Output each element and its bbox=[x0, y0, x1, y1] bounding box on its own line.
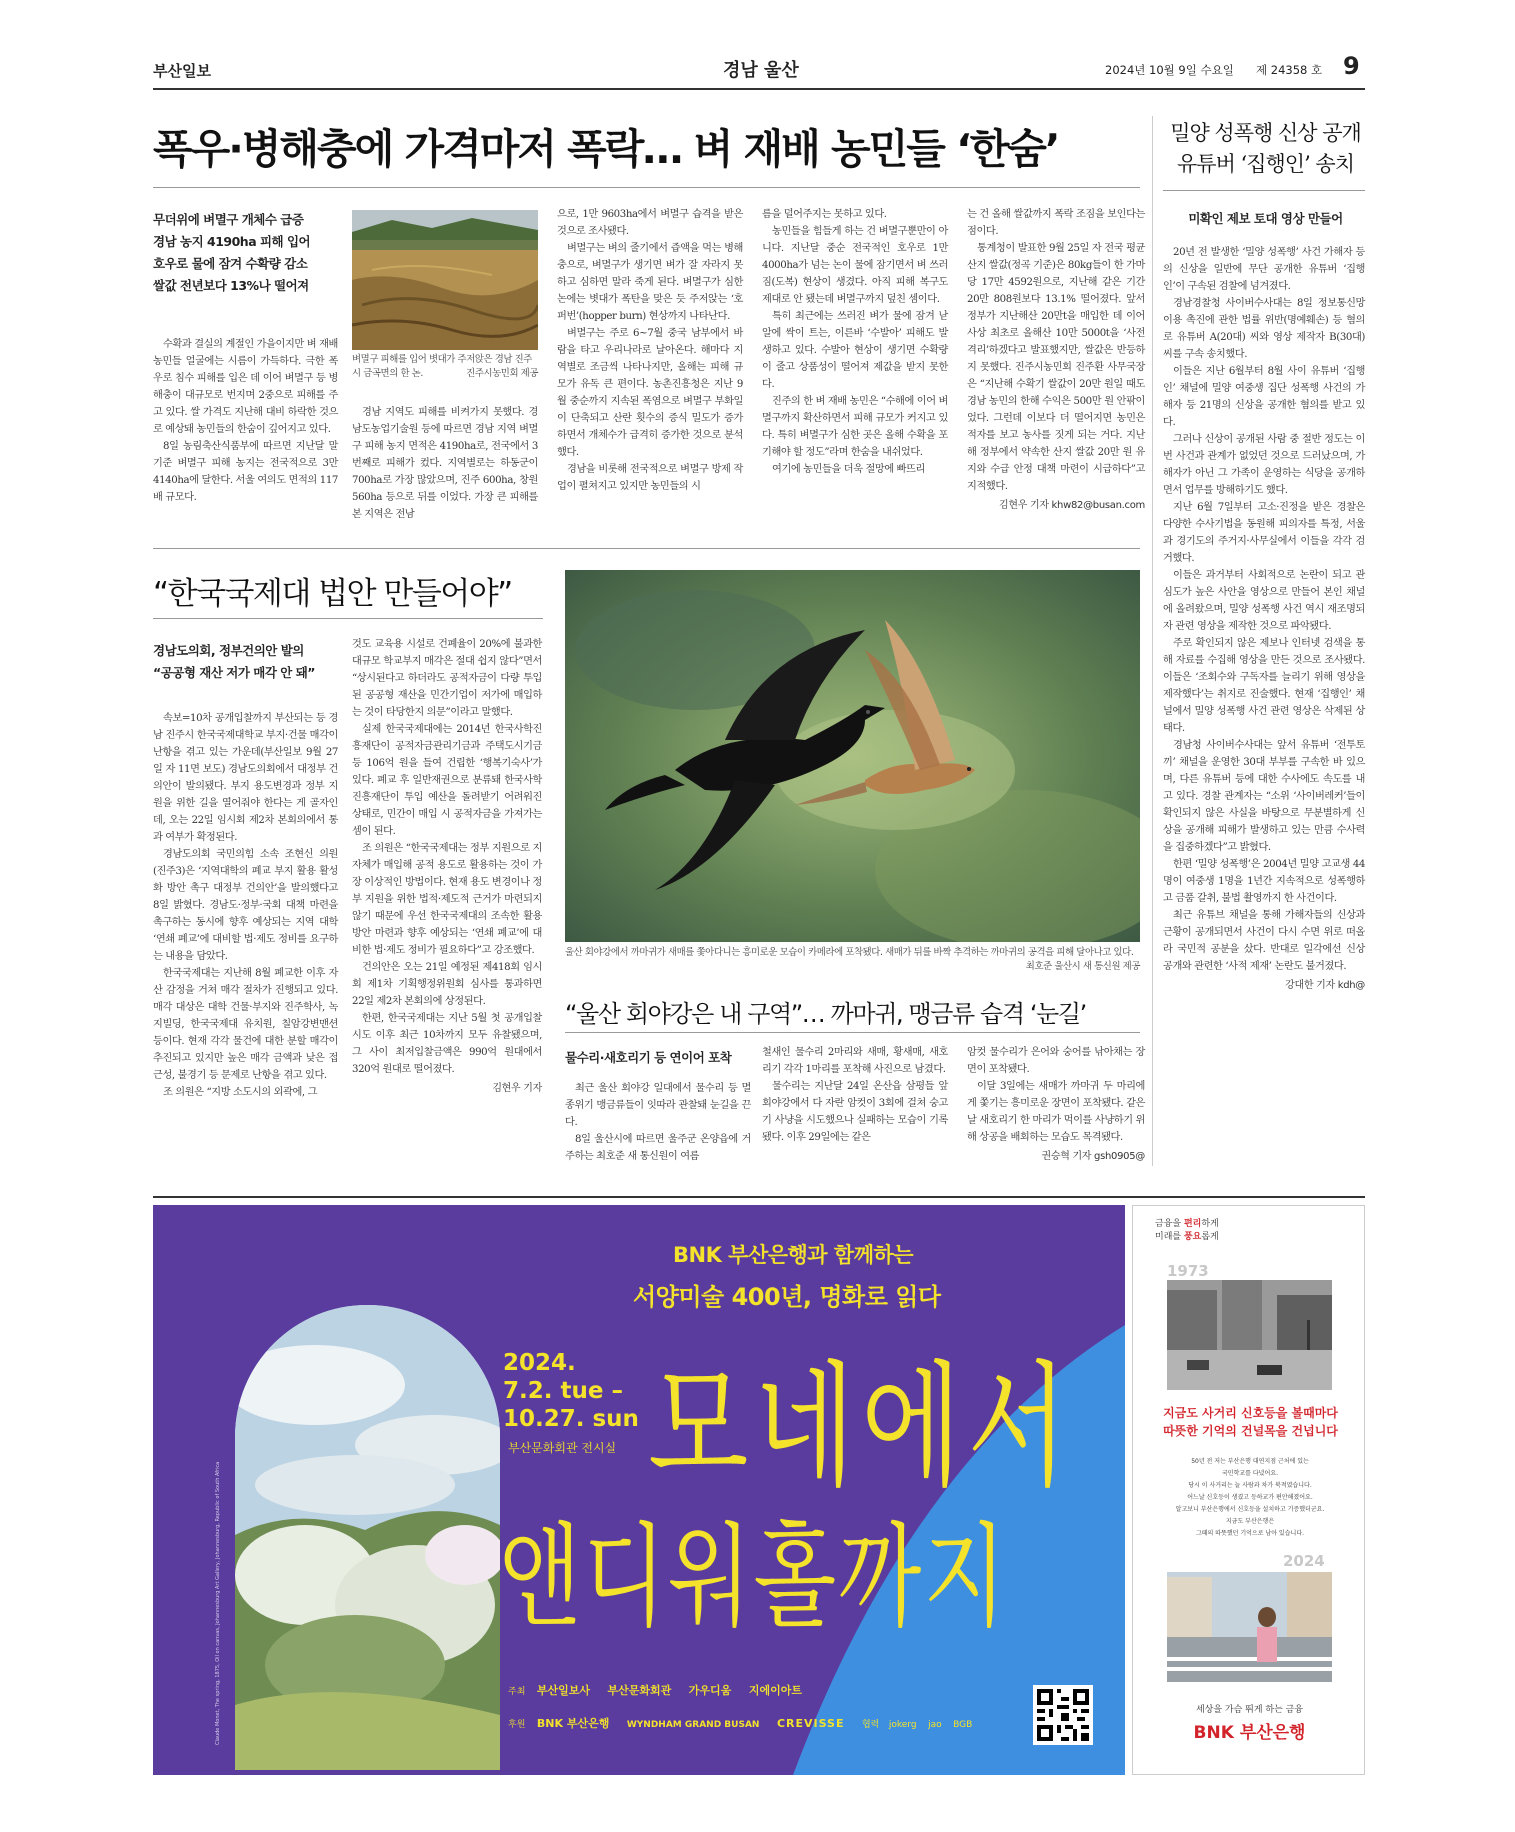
paragraph: 주로 확인되지 않은 제보나 인터넷 검색을 통해 자료를 수집해 영상을 만든 것으로 조사됐다. 이들은 ‘조회수와 구독자를 늘리기 위해 영상을 제작했다’는 취지로 진술했다. 현재 ‘집행인’ 채널에서 밀양 성폭행 사건 관련 영상은 삭제된 상태다. bbox=[1163, 638, 1365, 734]
subhead-line: 무더위에 벼멸구 개체수 급증 bbox=[153, 212, 304, 227]
ad-top-rule bbox=[153, 1196, 1365, 1198]
sponsor-label: 후원 bbox=[508, 1720, 526, 1730]
paragraph: 경남청 사이버수사대는 앞서 유튜버 ‘전투토끼’ 채널을 운영한 30대 부부를 구속한 바 있으며, 다른 유튜버 등에 대한 수사에도 속도를 내고 있다. 경찰 관계자는 “소위 ‘사이버레커’들이 확인되지 않은 사실을 바탕으로 무분별하게 신상을 공개해 피해가 발생하고 있는 만큼 수사력을 집중하겠다”고 밝혔다. bbox=[1163, 740, 1365, 853]
ad-venue: 부산문화회관 전시실 bbox=[508, 1441, 617, 1455]
sponsor-org: BNK 부산은행 bbox=[536, 1717, 610, 1730]
article3-col2 bbox=[762, 1044, 948, 1146]
exhibition-ad bbox=[153, 1205, 1125, 1775]
article1-col3 bbox=[557, 206, 743, 495]
issue-date: 2024년 10월 9일 수요일 bbox=[1105, 63, 1234, 77]
masthead bbox=[153, 52, 1365, 86]
bird-photo bbox=[565, 570, 1140, 942]
caption-text: 벼멸구 피해를 입어 볏대가 주저앉은 경남 진주시 금곡면의 한 논. bbox=[352, 354, 532, 379]
article2-byline: 김현우 기자 bbox=[492, 1083, 542, 1094]
host-label: 주최 bbox=[508, 1687, 526, 1697]
paragraph: 이들은 과거부터 사회적으로 논란이 되고 관심도가 높은 사안을 영상으로 만들어 본인 채널에 올려왔으며, 밀양 성폭행 사건 역시 재조명되자 관련 영상을 제작한 것으로 파악됐다. bbox=[1163, 570, 1365, 632]
ad-dates bbox=[503, 1349, 639, 1433]
paragraph: 이들은 지난 6월부터 8월 사이 유튜버 ‘집행인’ 채널에 밀양 여중생 집단 성폭행 사건의 가해자 등 21명의 신상을 공개한 혐의를 받고 있다. bbox=[1163, 366, 1365, 428]
slogan-line1: 금융을 편리하게 bbox=[1155, 1219, 1219, 1229]
rice-photo-caption bbox=[352, 353, 538, 381]
subhead-line: 경남 농지 4190ha 피해 입어 bbox=[153, 234, 311, 249]
new-photo bbox=[1167, 1572, 1332, 1682]
bank-brand: BNK 부산은행 bbox=[1193, 1723, 1306, 1743]
subhead-line: 쌀값 전년보다 13%나 떨어져 bbox=[153, 278, 309, 293]
qr-code[interactable] bbox=[1033, 1685, 1093, 1745]
article3-byline: 권승혁 기자 gsh0905@ bbox=[1041, 1151, 1145, 1162]
paragraph: 경남 지역도 피해를 비켜가지 못했다. 경남도농업기술원 등에 따르면 경남 지역 벼멸구 피해 농지 면적은 4190ha로, 전국에서 3번째로 피해가 컸다. 지역별로는 하동군이 700ha로 가장 많았으며, 진주 600ha, 창원 560ha 등으로 뒤를 이었다. 가장 큰 피해를 본 지역은 전남 bbox=[352, 407, 538, 520]
ad-title-line1: BNK 부산은행과 함께하는 bbox=[673, 1243, 914, 1267]
paragraph: 벼멸구는 주로 6~7월 중국 남부에서 바람을 타고 우리나라로 날아온다. 해마다 지역별로 조금씩 나타나지만, 올해는 피해 규모가 유독 큰 편이다. 농촌진흥청은 지난 9월 중순까지 지속된 폭염으로 벼멸구 부화일이 단축되고 산란 횟수의 증식 밀도가 증가하면서 개체수가 급격히 증가한 것으로 분석했다. bbox=[557, 328, 743, 458]
painting-credit: Claude Monet, The spring, 1875, Oil on canvas, Johannesburg Art Gallery, Johannesburg, Republic of South Africa bbox=[215, 1461, 221, 1745]
paragraph: 벼멸구는 벼의 줄기에서 즙액을 먹는 병해충으로, 벼멸구가 생기면 벼가 잘 자라지 못하고 심하면 말라 죽게 된다. 벼멸구가 심한 논에는 볏대가 폭탄을 맞은 듯 주저앉는 ‘호퍼번’(hopper burn) 현상까지 나타난다. bbox=[557, 243, 743, 322]
article2-subheads bbox=[153, 640, 338, 684]
rice-field-image bbox=[352, 210, 538, 350]
year-old: 1973 bbox=[1167, 1262, 1209, 1280]
paragraph: 이달 3일에는 새매가 까마귀 두 마리에게 쫓기는 흥미로운 장면이 포착됐다. 같은 날 새호리기 한 마리가 먹이를 사냥하기 위해 상공을 배회하는 모습도 목격됐다. bbox=[967, 1081, 1145, 1143]
slogan-line2: 미래를 풍요롭게 bbox=[1155, 1232, 1219, 1242]
date-line: 2024. bbox=[503, 1350, 576, 1376]
page-number: 9 bbox=[1343, 52, 1360, 80]
painting-image bbox=[235, 1305, 500, 1770]
sidebar-headline: 밀양 성폭행 신상 공개 유튜버 ‘집행인’ 송치 bbox=[1170, 121, 1361, 176]
sponsor-org: WYNDHAM GRAND BUSAN bbox=[626, 1720, 760, 1730]
partner-label: 협력 bbox=[861, 1720, 880, 1730]
paragraph: 건의안은 오는 21일 예정된 제418회 임시회 제1차 기획행정위원회 심사를 통과하면 22일 제2차 본회의에 상정된다. bbox=[352, 962, 542, 1007]
issue-number: 제 24358 호 bbox=[1256, 63, 1323, 77]
article2-col1 bbox=[153, 710, 338, 1101]
bank-tagline: 세상을 가슴 뛰게 하는 금융 bbox=[1195, 1705, 1304, 1715]
sidebar-byline: 강대한 기자 kdh@ bbox=[1285, 980, 1365, 991]
old-street-image bbox=[1167, 1280, 1332, 1390]
bank-body-line: 국민학교를 다녔어요. bbox=[1222, 1470, 1278, 1477]
partner-org: jao bbox=[928, 1720, 942, 1730]
paragraph: 경남경찰청 사이버수사대는 8일 정보통신망 이용 촉진에 관한 법률 위반(명예훼손) 등 혐의로 유튜버 A(20대) 씨와 영상 제작자 B(30대) 씨를 구속 송치했다. bbox=[1163, 298, 1365, 360]
paragraph: 20년 전 발생한 ‘밀양 성폭행’ 사건 가해자 등의 신상을 일반에 무단 공개한 유튜버 ‘집행인’이 구속된 검찰에 넘겨졌다. bbox=[1163, 247, 1365, 292]
sidebar-headline-rule bbox=[1163, 190, 1365, 191]
partner-org: jokerg bbox=[888, 1720, 917, 1730]
article3-col1 bbox=[565, 1080, 751, 1165]
crow-and-sparrowhawk-image bbox=[565, 570, 1140, 942]
paragraph: 경남을 비롯해 전국적으로 벼멸구 방제 작업이 펼쳐지고 있지만 농민들의 시 bbox=[557, 464, 743, 492]
paragraph: 암컷 물수리가 은어와 숭어를 낚아채는 장면이 포착됐다. bbox=[967, 1047, 1145, 1075]
host-row bbox=[508, 1682, 802, 1698]
paragraph: 지난 6월 7일부터 고소·진정을 받은 경찰은 다양한 수사기법을 동원해 피의자를 특정, 서울과 경기도의 주거지·사무실에서 이들을 각각 검거했다. bbox=[1163, 502, 1365, 564]
paragraph: 8일 울산시에 따르면 울주군 온양읍에 거주하는 최호준 새 통신원이 여름 bbox=[565, 1134, 751, 1162]
partner-org: BGB bbox=[953, 1720, 973, 1730]
sponsor-org: CREVISSE bbox=[776, 1717, 845, 1730]
date-line: 7.2. tue – bbox=[503, 1378, 623, 1404]
bank-body-line: 지금도 부산은행은 bbox=[1225, 1518, 1275, 1525]
article2-headline-rule bbox=[153, 618, 543, 619]
new-street-image bbox=[1167, 1572, 1332, 1682]
host-org: 지에이아트 bbox=[748, 1684, 802, 1697]
sponsor-row bbox=[508, 1715, 972, 1731]
bank-body-line: 50년 전 저는 부산은행 대연지점 근처에 있는 bbox=[1191, 1458, 1309, 1465]
article1-subheads bbox=[153, 209, 323, 297]
host-org: 부산일보사 bbox=[536, 1684, 591, 1697]
bank-body bbox=[1155, 1456, 1345, 1540]
host-org: 부산문화회관 bbox=[607, 1684, 672, 1697]
paragraph: 한편, 한국국제대는 지난 5월 첫 공개입찰 시도 이후 최근 10차까지 모두 유찰됐으며, 그 사이 최저입찰금액은 990억 원대에서 320억 원대로 떨어졌다. bbox=[352, 1013, 542, 1075]
bank-ad bbox=[1132, 1205, 1365, 1775]
paragraph: 수확과 결실의 계절인 가을이지만 벼 재배 농민들 얼굴에는 시름이 가득하다. 극한 폭우로 침수 피해를 입은 데 이어 벼멸구 등 병해충이 대규모로 번지며 2중으로 피해를 주고 있다. 쌀 가격도 지난해 대비 하락한 것으로 예상돼 농민들의 한숨이 깊어지고 있다. bbox=[153, 339, 338, 435]
monet-painting bbox=[235, 1305, 500, 1770]
bank-body-line: 당시 이 사거리는 늘 사람과 차가 북적였습니다. bbox=[1188, 1482, 1312, 1489]
bank-slogan bbox=[1155, 1218, 1219, 1244]
paragraph: 실제 한국국제대에는 2014년 한국사학진흥재단이 공적자금관리기금과 주택도시기금 등 106억 원을 들여 건립한 ‘행복기숙사’가 있다. 폐교 후 일반재권으로 분류돼 한국사학진흥재단이 투입 예산을 돌려받기 어려워진 상태로, 민간이 매입 시 공적자금을 가져가는 셈이 된다. bbox=[352, 724, 542, 837]
subhead-line: 경남도의회, 정부건의안 발의 bbox=[153, 643, 304, 658]
caption-credit: 최호준 울산시 새 통신원 제공 bbox=[1025, 961, 1140, 972]
paragraph: 여기에 농민들을 더욱 절망에 빠뜨리 bbox=[772, 464, 925, 475]
caption-credit: 진주시농민회 제공 bbox=[466, 368, 538, 379]
caption-text: 울산 회야강에서 까마귀가 새매를 쫓아다니는 흥미로운 모습이 카메라에 포착됐다. 새매가 뒤를 바짝 추격하는 까마귀의 공격을 피해 달아나고 있다. bbox=[565, 947, 1134, 958]
paragraph: 그러나 신상이 공개된 사람 중 절반 정도는 이번 사건과 관계가 없었던 것으로 드러났으며, 가해자가 아닌 그 가족이 운영하는 식당을 공개하면서 업무를 방해하기도 했다. bbox=[1163, 434, 1365, 496]
paragraph: 최근 유튜브 채널을 통해 가해자들의 신상과 근황이 공개되면서 사건이 다시 수면 위로 떠올라 국민적 공분을 샀다. 반대로 일각에선 신상 공개와 관련한 ‘사적 제재’ 논란도 불거졌다. bbox=[1163, 910, 1365, 972]
paragraph: 는 건 올해 쌀값까지 폭락 조짐을 보인다는 점이다. bbox=[967, 209, 1145, 237]
article1-bottom-rule bbox=[153, 548, 1140, 549]
paragraph: 8일 농림축산식품부에 따르면 지난달 말 기준 벼멸구 피해 농지는 전국적으로 3만 4140ha에 달한다. 서울 여의도 면적의 117배 규모다. bbox=[153, 441, 338, 503]
host-org: 가우디움 bbox=[688, 1684, 732, 1697]
paragraph: 진주의 한 벼 재배 농민은 “수해에 이어 벼멸구까지 확산하면서 피해 규모가 커지고 있다. 특히 벼멸구가 심한 곳은 올해 수확을 포기해야 할 정도”라며 한숨을 내쉬었다. bbox=[762, 396, 948, 458]
paragraph: 름을 덜어주지는 못하고 있다. bbox=[762, 209, 887, 220]
paragraph: 것도 교육용 시설로 건폐율이 20%에 불과한 대규모 학교부지 매각은 절대 쉽지 않다”면서 “상시된다고 하더라도 공적자금이 다량 투입된 공공형 재산을 민간기업이 저가에 매입하는 것이 타당한지 의문”이라고 말했다. bbox=[352, 639, 542, 718]
subhead-line: 물수리·새호리기 등 연이어 포착 bbox=[565, 1050, 732, 1065]
bank-body-line: 어느날 신호등이 생겼고 등하교가 편안해졌어요. bbox=[1187, 1494, 1313, 1501]
paragraph: 조 의원은 “지방 소도시의 외곽에, 그 bbox=[163, 1087, 318, 1098]
article1-col2 bbox=[352, 404, 538, 523]
paragraph: 한국국제대는 지난해 8월 폐교한 이후 자산 감정을 거쳐 매각 절차가 진행되고 있다. 매각 대상은 대학 건물·부지와 진주학사, 녹지빌딩, 한국국제대 유치원, 칠암강변맨션 등이다. 현재 각각 물건에 대한 분할 매각이 추진되고 있지만 높은 매각 금액과 낮은 접근성, 불경기 등 문제로 난항을 겪고 있다. bbox=[153, 968, 338, 1081]
sidebar-divider bbox=[1152, 116, 1153, 1166]
section-name: 경남 울산 bbox=[723, 60, 799, 81]
paragraph: 통계청이 발표한 9월 25일 자 전국 평균 산지 쌀값(정곡 기준)은 80kg들이 한 가마당 17만 4592원으로, 지난해 같은 기간 20만 808원보다 13.1% 떨어졌다. 앞서 정부가 지난해산 20만t을 매입한 데 이어 사상 최초로 올해산 10만 5000t을 ‘사전 격리’하겠다고 발표했지만, 쌀값은 반등하지 못했다. 진주시농민회 진주환 사무국장은 “지난해 수확기 쌀값이 20만 원일 때도 경남 농민의 한해 수익은 500만 원 안팎이었다. 그런데 이보다 더 떨어지면 농민은 적자를 보고 농사를 짓게 되는 거다. 지난해 정부에서 약속한 산지 쌀값 20만 원 유지와 수급 안정 대책 마련이 시급하다”고 지적했다. bbox=[967, 243, 1145, 492]
sidebar-subhead: 미확인 제보 토대 영상 만들어 bbox=[1188, 211, 1343, 226]
subhead-line: “공공형 재산 저가 매각 안 돼” bbox=[153, 665, 316, 680]
article1-col4 bbox=[762, 206, 948, 478]
article1-col5 bbox=[967, 206, 1145, 514]
ad-big-title-line2: 앤디워홀까지 bbox=[498, 1513, 1009, 1643]
article3-headline-rule bbox=[565, 1032, 1140, 1033]
paragraph: 으로, 1만 9603ha에서 벼멸구 습격을 받은 것으로 조사됐다. bbox=[557, 209, 743, 237]
paragraph: 특히 최근에는 쓰러진 벼가 물에 잠겨 낟알에 싹이 트는, 이른바 ‘수발아’ 피해도 발생하고 있다. 수발아 현상이 생기면 수확량이 줄고 상품성이 떨어져 제값을 받지 못한다. bbox=[762, 311, 948, 390]
rice-field-photo bbox=[352, 210, 538, 350]
article1-col1 bbox=[153, 336, 338, 506]
qr-code-icon bbox=[1037, 1689, 1089, 1741]
article3-col3 bbox=[967, 1044, 1145, 1165]
paragraph: 농민들을 힘들게 하는 건 벼멸구뿐만이 아니다. 지난달 중순 전국적인 호우로 1만 4000ha가 넘는 논이 물에 잠기면서 벼 쓰러짐(도복) 현상이 생겼다. 아직 피해 복구도 제대로 안 됐는데 벼멸구까지 덮친 셈이다. bbox=[762, 226, 948, 305]
bank-body-line: 그때의 따뜻했던 기억으로 남아 있습니다. bbox=[1195, 1530, 1305, 1537]
paragraph: 최근 울산 회야강 일대에서 물수리 등 멸종위기 맹금류들이 잇따라 관찰돼 눈길을 끈다. bbox=[565, 1083, 751, 1128]
year-new: 2024 bbox=[1283, 1552, 1325, 1570]
article3-headline: “울산 회야강은 내 구역”… 까마귀, 맹금류 습격 ‘눈길’ bbox=[565, 1000, 1086, 1028]
date-line: 10.27. sun bbox=[503, 1406, 639, 1432]
article3-subhead-box bbox=[565, 1047, 751, 1069]
paper-name: 부산일보 bbox=[153, 62, 211, 80]
bird-photo-caption bbox=[565, 946, 1140, 974]
ad-title-line2: 서양미술 400년, 명화로 읽다 bbox=[633, 1283, 941, 1311]
sidebar-body bbox=[1163, 244, 1365, 994]
paragraph: 경남도의회 국민의힘 소속 조현신 의원(진주3)은 ‘지역대학의 폐교 부지 활용 활성화 방안 촉구 대정부 건의안’을 발의했다고 8일 밝혔다. 경남도·정부·국회 대책 마련을 촉구하는 동시에 향후 예상되는 지역 대학 ‘연쇄 폐교’에 대비할 법·제도 정비를 요구하는 내용을 담았다. bbox=[153, 849, 338, 962]
paragraph: 조 의원은 “한국국제대는 정부 지원으로 지자체가 매입해 공적 용도로 활용하는 것이 가장 이상적인 방법이다. 현재 용도 변경이나 정부 지원을 위한 법적·제도적 근거가 마련되지 않기 때문에 우선 한국국제대의 조속한 활용 방안 마련과 향후 예상되는 ‘연쇄 폐교’에 대비한 법·제도 정비가 필요하다”고 강조했다. bbox=[352, 843, 542, 956]
article2-col2 bbox=[352, 636, 542, 1097]
ad-big-title-line1: 모네에서 bbox=[648, 1347, 1074, 1506]
article1-headline: 폭우·병해충에 가격마저 폭락… 벼 재배 농민들 ‘한숨’ bbox=[153, 125, 1059, 173]
paragraph: 한편 ‘밀양 성폭행’은 2004년 밀양 고교생 44명이 여중생 1명을 1년간 지속적으로 성폭행하고 금품 갈취, 불법 촬영까지 한 사건이다. bbox=[1163, 859, 1365, 904]
paragraph: 물수리는 지난달 24일 온산읍 삼평들 앞 회야강에서 다 자란 암컷이 3회에 걸쳐 숭고기 사냥을 시도했으나 실패하는 모습이 기록됐다. 이후 29일에는 같은 bbox=[762, 1081, 948, 1143]
old-photo bbox=[1167, 1280, 1332, 1390]
article1-byline: 김현우 기자 khw82@busan.com bbox=[999, 500, 1145, 511]
masthead-rule bbox=[153, 88, 1365, 90]
bank-body-line: 알고보니 부산은행에서 신호등을 설치하고 기증했더군요. bbox=[1175, 1506, 1325, 1513]
paragraph: 철새인 물수리 2마리와 새매, 황새매, 새호리기 각각 1마리를 포착해 사진으로 남겼다. bbox=[762, 1047, 948, 1075]
bank-headline: 지금도 사거리 신호등을 볼때마다 따뜻한 기억의 건널목을 건넙니다 bbox=[1163, 1406, 1338, 1438]
subhead-line: 호우로 물에 잠겨 수확량 감소 bbox=[153, 256, 308, 271]
article2-headline: “한국국제대 법안 만들어야” bbox=[153, 576, 512, 612]
article1-headline-rule bbox=[153, 187, 1140, 188]
paragraph: 속보=10차 공개입찰까지 부산되는 등 경남 진주시 한국국제대학교 부지·건물 매각이 난항을 겪고 있는 가운데(부산일보 9월 27일 자 11면 보도) 경남도의회에서 대정부 건의안이 발의됐다. 부지 용도변경과 정부 지원을 위한 길을 열어줘야 한다는 게 골자인데, 오는 22일 임시회 제2차 본회의에서 통과 여부가 확정된다. bbox=[153, 713, 338, 843]
